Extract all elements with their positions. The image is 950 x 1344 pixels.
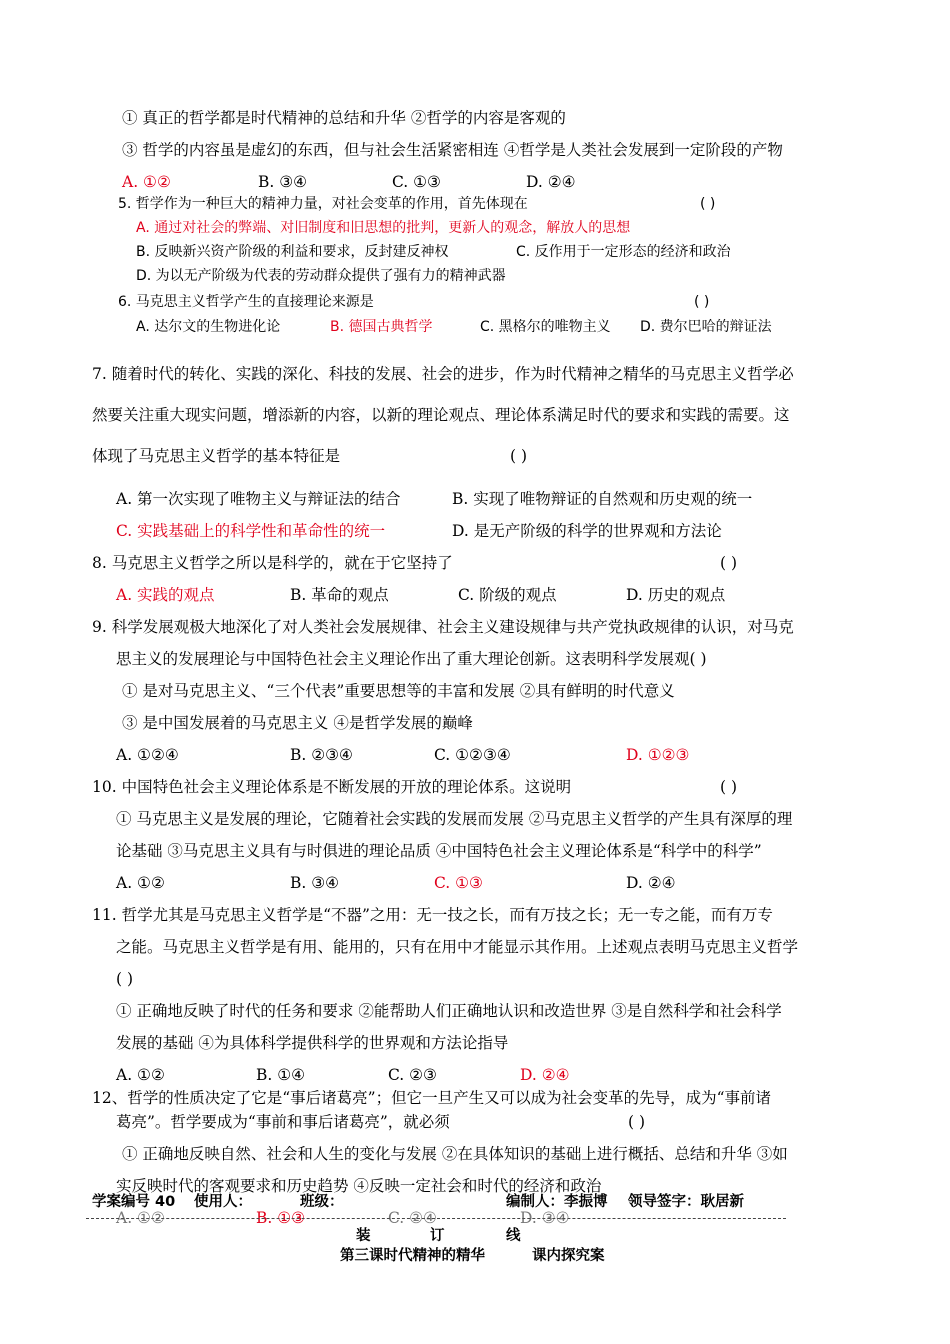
q11-option-b: B. ①④ (256, 1066, 306, 1084)
q7-option-d: D. 是无产阶级的科学的世界观和方法论 (452, 522, 722, 540)
q10-statement-1: ① 马克思主义是发展的理论，它随着社会实践的发展而发展 ②马克思主义哲学的产生具有深厚的理 (116, 810, 793, 828)
q5-answer-paren: ( ) (700, 196, 716, 212)
q8-option-b: B. 革命的观点 (290, 586, 389, 604)
q10-statement-2: 论基础 ③马克思主义具有与时俱进的理论品质 ④中国特色社会主义理论体系是“科学中的科学” (116, 842, 762, 860)
q6-stem: 6. 马克思主义哲学产生的直接理论来源是 (118, 294, 374, 310)
q5-option-b: B. 反映新兴资产阶级的利益和要求，反封建反神权 (136, 244, 449, 260)
q7-stem-line-1: 7. 随着时代的转化、实践的深化、科技的发展、社会的进步，作为时代精神之精华的马克思主义哲学必 (92, 365, 794, 383)
q8-answer-paren: ( ) (720, 554, 738, 572)
q12-option-b: B. ①③ (256, 1209, 306, 1227)
q10-option-b: B. ③④ (290, 874, 340, 892)
lesson-title: 第三课时代精神的精华 (340, 1248, 485, 1264)
q7-option-b: B. 实现了唯物辩证的自然观和历史观的统一 (452, 490, 753, 508)
q12-statement-2: 实反映时代的客观要求和历史趋势 ④反映一定社会和时代的经济和政治 (116, 1177, 602, 1195)
q10-option-a: A. ①② (116, 874, 165, 892)
footer-class-label: 班级： (300, 1194, 344, 1210)
q6-option-b: B. 德国古典哲学 (330, 319, 433, 335)
q12-stem-line-2: 葛亮”。哲学要成为“事前和事后诸葛亮”，就必须 (116, 1113, 450, 1131)
q8-option-a: A. 实践的观点 (116, 586, 215, 604)
q11-stem-line-1: 11. 哲学尤其是马克思主义哲学是“不器”之用：无一技之长，而有万技之长；无一专之能，而有万专 (92, 906, 773, 924)
q4-option-d: D. ②④ (526, 173, 576, 191)
q4-statement-2: ③ 哲学的内容虽是虚幻的东西，但与社会生活紧密相连 ④哲学是人类社会发展到一定阶段的产物 (122, 141, 783, 159)
q10-answer-paren: ( ) (720, 778, 738, 796)
q11-option-d: D. ②④ (520, 1066, 570, 1084)
lesson-subtitle: 课内探究案 (532, 1248, 605, 1264)
q7-answer-paren: ( ) (510, 447, 528, 465)
q4-option-a: A. ①② (122, 173, 171, 191)
q11-statement-1: ① 正确地反映了时代的任务和要求 ②能帮助人们正确地认识和改造世界 ③是自然科学和社会科学 (116, 1002, 782, 1020)
binding-char-xian: 线 (506, 1228, 521, 1244)
q12-answer-paren: ( ) (628, 1113, 646, 1131)
footer-leader-signature: 领导签字：耿居新 (628, 1194, 744, 1210)
q9-option-d: D. ①②③ (626, 746, 690, 764)
q11-stem-line-2: 之能。马克思主义哲学是有用、能用的，只有在用中才能显示其作用。上述观点表明马克思主义哲学 (116, 938, 799, 956)
q12-statement-1: ① 正确地反映自然、社会和人生的变化与发展 ②在具体知识的基础上进行概括、总结和升华 ③如 (122, 1145, 788, 1163)
q5-option-d: D. 为以无产阶级为代表的劳动群众提供了强有力的精神武器 (136, 268, 506, 284)
q5-option-c: C. 反作用于一定形态的经济和政治 (516, 244, 731, 260)
q9-option-c: C. ①②③④ (434, 746, 511, 764)
q8-option-d: D. 历史的观点 (626, 586, 726, 604)
q11-option-a: A. ①② (116, 1066, 165, 1084)
q4-option-c: C. ①③ (392, 173, 441, 191)
q4-statement-1: ① 真正的哲学都是时代精神的总结和升华 ②哲学的内容是客观的 (122, 109, 566, 127)
q5-option-a: A. 通过对社会的弊端、对旧制度和旧思想的批判，更新人的观念，解放人的思想 (136, 220, 631, 236)
q8-stem: 8. 马克思主义哲学之所以是科学的，就在于它坚持了 (92, 554, 453, 572)
q9-statement-2: ③ 是中国发展着的马克思主义 ④是哲学发展的巅峰 (122, 714, 473, 732)
q9-statement-1: ① 是对马克思主义、“三个代表”重要思想等的丰富和发展 ②具有鲜明的时代意义 (122, 682, 675, 700)
q12-option-d: D. ③④ (520, 1209, 570, 1227)
q9-option-b: B. ②③④ (290, 746, 353, 764)
q7-stem-line-3: 体现了马克思主义哲学的基本特征是 (92, 447, 341, 465)
q7-option-a: A. 第一次实现了唯物主义与辩证法的结合 (116, 490, 401, 508)
q6-answer-paren: ( ) (694, 294, 710, 310)
q7-option-c: C. 实践基础上的科学性和革命性的统一 (116, 522, 386, 540)
q9-stem-line-1: 9. 科学发展观极大地深化了对人类社会发展规律、社会主义建设规律与共产党执政规律的认识，对马克 (92, 618, 794, 636)
q6-option-a: A. 达尔文的生物进化论 (136, 319, 281, 335)
q7-stem-line-2: 然要关注重大现实问题，增添新的内容，以新的理论观点、理论体系满足时代的要求和实践的需要。这 (92, 406, 790, 424)
q4-option-b: B. ③④ (258, 173, 308, 191)
q6-option-d: D. 费尔巴哈的辩证法 (640, 319, 772, 335)
footer-editor: 编制人：李振博 (506, 1194, 608, 1210)
binding-dashed-line (86, 1218, 786, 1219)
q10-stem: 10. 中国特色社会主义理论体系是不断发展的开放的理论体系。这说明 (92, 778, 572, 796)
q12-option-a: A. ①② (116, 1209, 165, 1227)
q8-option-c: C. 阶级的观点 (458, 586, 557, 604)
q9-stem-line-2: 思主义的发展理论与中国特色社会主义理论作出了重大理论创新。这表明科学发展观( ) (116, 650, 707, 668)
q11-statement-2: 发展的基础 ④为具体科学提供科学的世界观和方法论指导 (116, 1034, 509, 1052)
binding-char-zhuang: 装 (356, 1228, 371, 1244)
q10-option-c: C. ①③ (434, 874, 483, 892)
binding-char-ding: 订 (430, 1228, 445, 1244)
q9-option-a: A. ①②④ (116, 746, 179, 764)
q6-option-c: C. 黑格尔的唯物主义 (480, 319, 611, 335)
footer-case-number: 学案编号 40 (92, 1194, 176, 1210)
q11-option-c: C. ②③ (388, 1066, 437, 1084)
q5-stem: 5. 哲学作为一种巨大的精神力量，对社会变革的作用，首先体现在 (118, 196, 528, 212)
q11-answer-paren: ( ) (116, 970, 134, 988)
q10-option-d: D. ②④ (626, 874, 676, 892)
q12-option-c: C. ②④ (388, 1209, 437, 1227)
q12-stem-line-1: 12、哲学的性质决定了它是“事后诸葛亮”；但它一旦产生又可以成为社会变革的先导，成为“事前诸 (92, 1089, 771, 1107)
footer-user-label: 使用人： (194, 1194, 252, 1210)
